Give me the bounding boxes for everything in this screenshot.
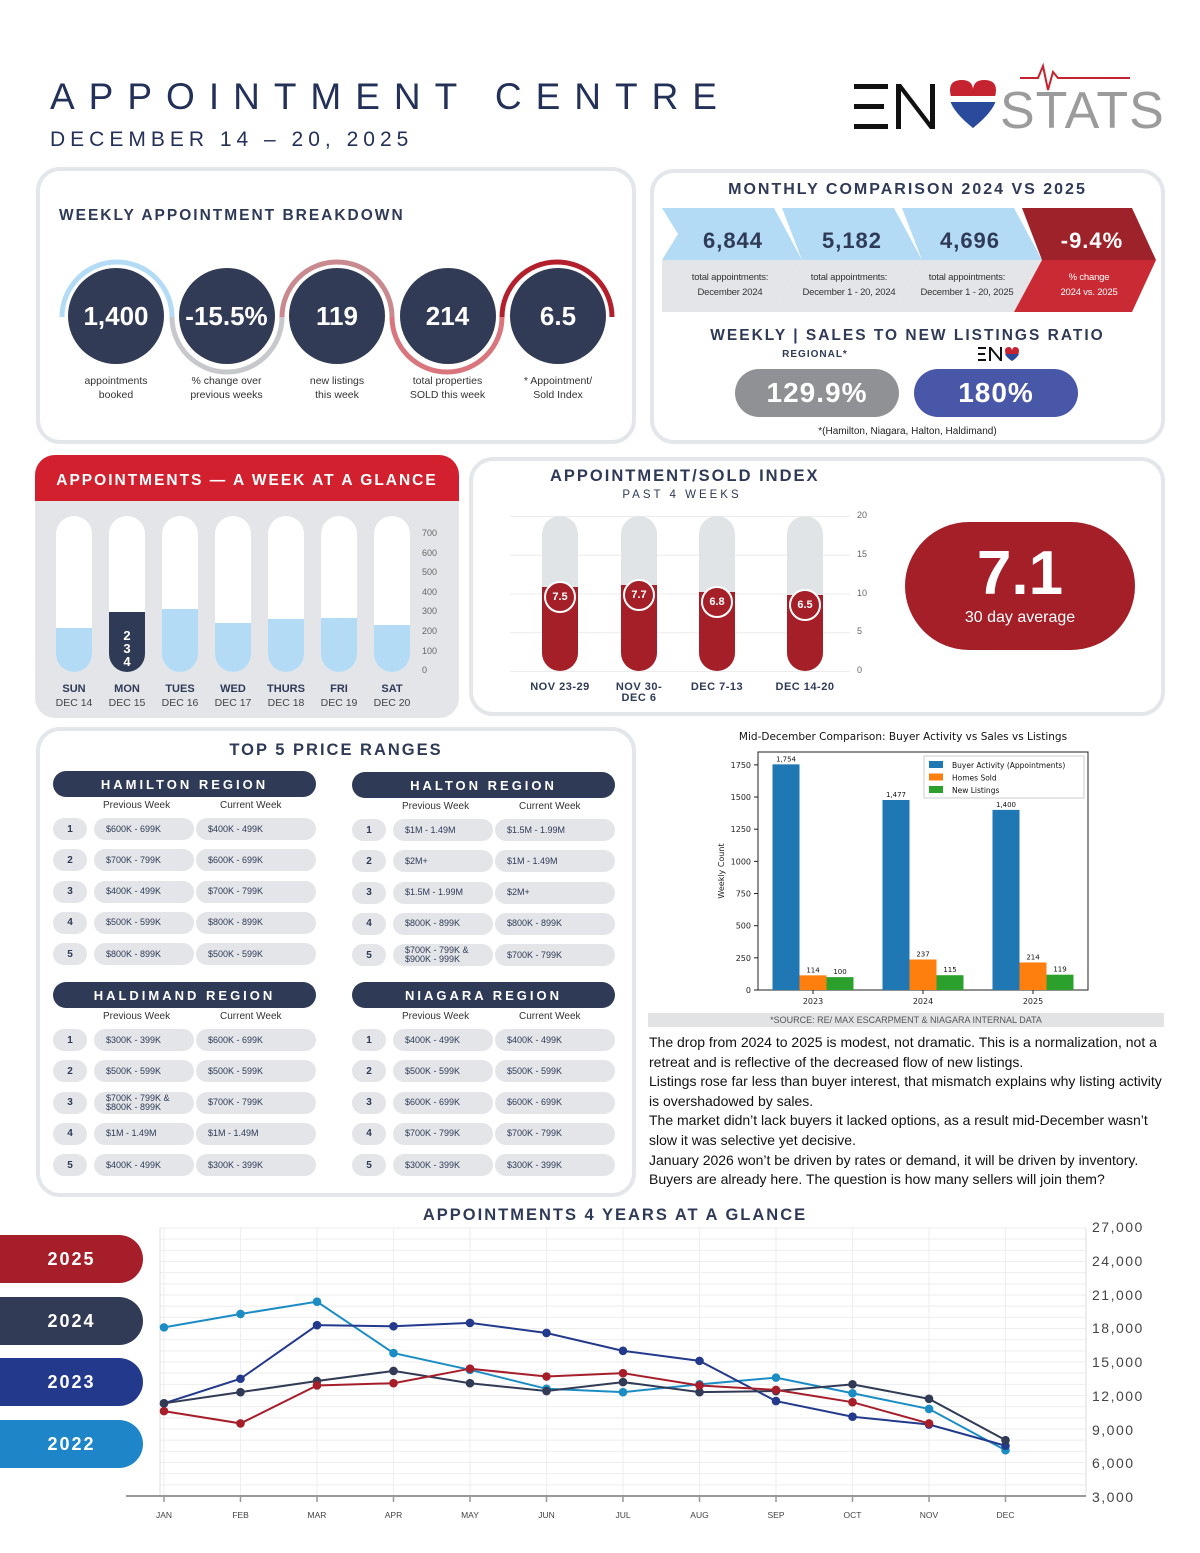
line-y-tick: 3,000 [1092, 1489, 1135, 1505]
bar-new-2025 [1047, 975, 1074, 990]
legend-swatch [929, 761, 943, 768]
current-week-range: $300K - 399K [196, 1154, 316, 1176]
line-series-2022 [164, 1302, 1006, 1451]
previous-week-range: $1.5M - 1.99M [393, 882, 493, 904]
current-week-range: $500K - 599K [196, 1060, 316, 1082]
commentary-paragraph: Listings rose far less than buyer interest, that mismatch explains why listing activity is overshadowed by sales. [649, 1073, 1162, 1109]
rank-badge: 5 [352, 1154, 386, 1176]
line-x-tick-label: OCT [843, 1510, 862, 1520]
line-y-tick: 9,000 [1092, 1421, 1135, 1438]
stat-circle: 1,400 [68, 268, 164, 364]
line-point-2022 [925, 1405, 934, 1414]
line-x-tick-label: JUN [538, 1510, 555, 1520]
region-header: HALTON REGION [352, 772, 615, 798]
previous-week-range: $800K - 899K [94, 943, 194, 965]
monthly-value: 4,696 [939, 228, 1001, 253]
mid-december-bar-chart [710, 728, 1100, 1030]
previous-week-range: $700K - 799K & $900K - 999K [393, 944, 493, 966]
rank-badge: 2 [352, 1060, 386, 1082]
bar-x-tick-label: 2024 [912, 997, 934, 1006]
monthly-label: total appointments: December 1 - 20, 2025 [920, 272, 1014, 298]
legend-swatch [929, 786, 943, 793]
region-header: NIAGARA REGION [352, 982, 615, 1008]
bar-y-tick-label: 1000 [730, 857, 751, 867]
year-pill-2025: 2025 [0, 1235, 143, 1283]
bar-legend [924, 756, 1084, 798]
highlight-digit: 2 [123, 628, 131, 643]
current-week-range: $1M - 1.49M [196, 1123, 316, 1145]
line-point-2024 [619, 1378, 628, 1387]
line-x-tick-label: MAY [461, 1510, 479, 1520]
day-bar [321, 516, 357, 672]
line-point-2024 [1001, 1436, 1010, 1445]
line-x-tick-label: JAN [155, 1510, 173, 1520]
bar-buyer-2024 [883, 800, 910, 990]
highlight-digit: 4 [123, 654, 131, 669]
current-week-range: $400K - 499K [495, 1029, 615, 1051]
week-y-tick: 400 [422, 586, 438, 597]
previous-week-header: Previous Week [402, 1011, 470, 1022]
line-y-tick: 12,000 [1092, 1387, 1144, 1404]
rank-badge: 4 [53, 912, 87, 934]
commentary-paragraph: January 2026 won’t be driven by rates or demand, it will be driven by inventory. Buyers are already here. The question is how many sellers will join them? [649, 1151, 1139, 1188]
year-pill-2022: 2022 [0, 1420, 143, 1468]
eng-ratio-pill: 180% [914, 369, 1078, 417]
date-range: DECEMBER 14 – 20, 2025 [50, 128, 414, 151]
rank-badge: 1 [352, 819, 386, 841]
line-point-2022 [619, 1388, 628, 1397]
line-point-2024 [236, 1388, 245, 1397]
line-x-tick-label: NOV [919, 1510, 939, 1520]
monthly-value: 5,182 [821, 228, 883, 253]
line-y-tick: 27,000 [1092, 1219, 1144, 1235]
bar-buyer-2023 [773, 764, 800, 990]
line-point-2025 [160, 1407, 169, 1416]
line-y-tick: 21,000 [1092, 1286, 1144, 1303]
commentary [649, 1033, 1164, 1190]
rank-badge: 2 [53, 849, 87, 871]
line-chart-title: APPOINTMENTS 4 YEARS AT A GLANCE [422, 1206, 808, 1224]
rank-badge: 1 [53, 1029, 87, 1051]
day-label: THURS [267, 683, 305, 695]
current-week-range: $700K - 799K [495, 1123, 615, 1145]
day-bar-fill [56, 628, 92, 672]
bar-y-tick-label: 0 [745, 986, 751, 995]
line-point-2024 [389, 1367, 398, 1376]
previous-week-range: $500K - 599K [94, 912, 194, 934]
line-point-2022 [389, 1349, 398, 1358]
weekly-breakdown-title: WEEKLY APPOINTMENT BREAKDOWN [59, 207, 405, 224]
day-label: WED [220, 683, 246, 695]
stat-circle: 214 [400, 268, 496, 364]
line-point-2022 [772, 1373, 781, 1382]
current-week-range: $600K - 699K [196, 1029, 316, 1051]
rank-badge: 2 [352, 850, 386, 872]
line-point-2023 [542, 1329, 551, 1338]
line-x-tick-label: JUL [615, 1510, 631, 1520]
previous-week-range: $1M - 1.49M [94, 1123, 194, 1145]
day-date: DEC 20 [373, 697, 411, 709]
bar-y-tick-label: 250 [735, 953, 751, 963]
line-point-2023 [466, 1319, 475, 1328]
previous-week-range: $300K - 399K [94, 1029, 194, 1051]
previous-week-range: $400K - 499K [94, 881, 194, 903]
index-value: 6.5 [789, 589, 821, 621]
region-header: HAMILTON REGION [53, 771, 316, 797]
day-bar-fill [215, 623, 251, 672]
bar-y-tick-label: 500 [735, 921, 751, 931]
bar-data-label: 114 [806, 966, 820, 975]
line-point-2024 [542, 1387, 551, 1396]
previous-week-header: Previous Week [103, 1011, 171, 1022]
rank-badge: 5 [53, 1154, 87, 1176]
week-y-tick: 200 [422, 626, 438, 636]
line-point-2022 [313, 1297, 322, 1306]
previous-week-range: $500K - 599K [94, 1060, 194, 1082]
week-y-tick: 300 [422, 606, 438, 617]
index-value: 6.8 [701, 586, 733, 618]
current-week-range: $1M - 1.49M [495, 850, 615, 872]
line-y-tick: 6,000 [1092, 1455, 1135, 1472]
monthly-value: -9.4% [1060, 228, 1124, 253]
price-ranges-title: TOP 5 PRICE RANGES [229, 741, 443, 759]
current-week-range: $500K - 599K [196, 943, 316, 965]
line-point-2024 [848, 1380, 857, 1389]
week-y-tick: 500 [422, 567, 438, 578]
current-week-range: $700K - 799K [196, 1092, 316, 1114]
index-y-tick: 0 [857, 665, 863, 675]
day-bar [109, 516, 145, 672]
day-bar [215, 516, 251, 672]
stat-circle: 6.5 [510, 268, 606, 364]
bar-y-tick-label: 1750 [730, 760, 751, 770]
week-y-tick: 600 [422, 547, 438, 558]
rank-badge: 3 [352, 882, 386, 904]
rank-badge: 2 [53, 1060, 87, 1082]
page-title: APPOINTMENT CENTRE [50, 76, 731, 117]
previous-week-range: $700K - 799K [94, 849, 194, 871]
week-glance-title: APPOINTMENTS — A WEEK AT A GLANCE [56, 472, 438, 489]
line-point-2023 [236, 1374, 245, 1383]
day-date: DEC 18 [267, 697, 305, 709]
line-point-2022 [236, 1310, 245, 1319]
line-y-tick: 15,000 [1092, 1354, 1144, 1370]
day-date: DEC 16 [161, 697, 199, 709]
stat-circle: 119 [289, 268, 385, 364]
stat-circle: -15.5% [179, 268, 275, 364]
line-point-2023 [695, 1357, 704, 1366]
bar-homes-2023 [800, 975, 827, 990]
line-point-2023 [313, 1321, 322, 1330]
rank-badge: 1 [53, 818, 87, 840]
index-value: 7.7 [623, 579, 655, 611]
day-bar-fill [374, 625, 410, 672]
line-point-2022 [848, 1389, 857, 1398]
bar-homes-2025 [1020, 962, 1047, 990]
rank-badge: 4 [352, 1123, 386, 1145]
day-label: SAT [381, 683, 403, 695]
highlight-value [109, 629, 145, 668]
line-point-2024 [160, 1399, 169, 1408]
line-x-tick-label: DEC [996, 1510, 1015, 1520]
sold-index-subtitle: PAST 4 WEEKS [622, 489, 742, 501]
previous-week-range: $400K - 499K [94, 1154, 194, 1176]
bar-y-tick-label: 1250 [730, 825, 751, 835]
eng-mini-logo [978, 346, 1020, 362]
day-date: DEC 19 [320, 697, 358, 709]
current-week-range: $300K - 399K [495, 1154, 615, 1176]
line-point-2025 [619, 1369, 628, 1378]
line-x-tick-label: AUG [690, 1510, 709, 1520]
bar-y-axis-label: Weekly Count [717, 843, 726, 899]
legend-entry: New Listings [952, 786, 1000, 795]
current-week-header: Current Week [220, 800, 282, 811]
bar-data-label: 237 [916, 950, 930, 959]
year-pill-2024: 2024 [0, 1297, 143, 1345]
line-point-2025 [542, 1372, 551, 1381]
week-y-tick: 700 [422, 528, 438, 538]
line-point-2025 [848, 1398, 857, 1407]
line-point-2023 [848, 1412, 857, 1421]
rank-badge: 5 [352, 944, 386, 966]
line-point-2023 [389, 1322, 398, 1331]
ratio-title: WEEKLY | SALES TO NEW LISTINGS RATIO [710, 327, 1105, 344]
line-point-2023 [619, 1347, 628, 1356]
day-bar [56, 516, 92, 672]
ratio-footnote: *(Hamilton, Niagara, Halton, Haldimand) [818, 426, 997, 437]
rank-badge: 3 [53, 881, 87, 903]
line-point-2025 [466, 1364, 475, 1373]
bar-x-tick-label: 2023 [802, 997, 824, 1006]
current-week-range: $600K - 699K [495, 1092, 615, 1114]
previous-week-range: $400K - 499K [393, 1029, 493, 1051]
legend-swatch [929, 774, 943, 781]
previous-week-header: Previous Week [103, 800, 171, 811]
monthly-label: % change 2024 vs. 2025 [1060, 272, 1118, 298]
current-week-range: $700K - 799K [495, 944, 615, 966]
index-week-label: NOV 23-29 [530, 681, 590, 693]
monthly-comparison-title: MONTHLY COMPARISON 2024 VS 2025 [728, 181, 1087, 198]
day-bar [374, 516, 410, 672]
day-bar [268, 516, 304, 672]
previous-week-range: $500K - 599K [393, 1060, 493, 1082]
rank-badge: 4 [352, 913, 386, 935]
stat-label: new listings this week [309, 375, 365, 401]
day-label: MON [114, 683, 140, 695]
bar-data-label: 115 [943, 966, 957, 975]
line-x-tick-label: FEB [232, 1510, 249, 1520]
svg-text:STATS: STATS [1000, 82, 1165, 140]
current-week-header: Current Week [519, 801, 581, 812]
index-week-label: NOV 30- DEC 6 [615, 681, 663, 704]
previous-week-range: $600K - 699K [393, 1092, 493, 1114]
rank-badge: 3 [352, 1092, 386, 1114]
monthly-value: 6,844 [702, 228, 764, 253]
previous-week-range: $2M+ [393, 850, 493, 872]
current-week-header: Current Week [519, 1011, 581, 1022]
line-point-2025 [313, 1381, 322, 1390]
bar-data-label: 100 [833, 968, 847, 977]
year-pill-2023: 2023 [0, 1358, 143, 1406]
day-date: DEC 14 [55, 697, 93, 709]
index-y-tick: 10 [857, 587, 868, 598]
line-x-tick-label: APR [384, 1510, 403, 1520]
previous-week-range: $600K - 699K [94, 818, 194, 840]
monthly-label: total appointments: December 2024 [691, 272, 769, 298]
current-week-header: Current Week [220, 1011, 282, 1022]
average-value: 7.1 [976, 539, 1064, 608]
previous-week-header: Previous Week [402, 801, 470, 812]
current-week-range: $700K - 799K [196, 881, 316, 903]
highlight-digit: 3 [123, 641, 131, 656]
index-y-tick: 15 [857, 548, 868, 559]
source-note: *SOURCE: RE/ MAX ESCARPMENT & NIAGARA INTERNAL DATA [648, 1013, 1164, 1027]
regional-label: REGIONAL* [782, 349, 848, 360]
bar-x-tick-label: 2025 [1022, 997, 1044, 1006]
rank-badge: 5 [53, 943, 87, 965]
week-y-tick: 0 [422, 665, 428, 676]
four-year-line-chart [126, 1226, 1090, 1526]
commentary-paragraph: The market didn’t lack buyers it lacked options, as a result mid-December wasn’t slow it was selective yet decisive. [649, 1112, 1148, 1148]
index-value: 7.5 [544, 581, 576, 613]
bar-new-2024 [937, 975, 964, 990]
current-week-range: $2M+ [495, 882, 615, 904]
rank-badge: 4 [53, 1123, 87, 1145]
bar-data-label: 1,477 [885, 790, 907, 799]
current-week-range: $500K - 599K [495, 1060, 615, 1082]
bar-homes-2024 [910, 960, 937, 990]
index-y-tick: 5 [857, 626, 863, 637]
day-label: TUES [165, 683, 195, 695]
day-bar-fill [268, 619, 304, 672]
bar-data-label: 119 [1053, 965, 1067, 974]
current-week-range: $800K - 899K [196, 912, 316, 934]
stat-label: appointments booked [84, 375, 148, 401]
line-point-2024 [466, 1379, 475, 1388]
stat-label: % change over previous weeks [190, 375, 263, 401]
bar-chart-title: Mid-December Comparison: Buyer Activity vs Sales vs Listings [738, 731, 1068, 743]
bar-y-tick-label: 1500 [730, 793, 751, 803]
index-week-label: DEC 7-13 [690, 681, 744, 693]
current-week-range: $1.5M - 1.99M [495, 819, 615, 841]
line-point-2025 [925, 1419, 934, 1428]
average-label: 30 day average [964, 609, 1076, 626]
line-point-2022 [160, 1323, 169, 1332]
day-bar-fill [162, 609, 198, 672]
line-y-tick: 24,000 [1092, 1252, 1144, 1269]
index-week-label: DEC 14-20 [775, 681, 835, 693]
stat-label: * Appointment/ Sold Index [523, 375, 593, 401]
day-bar [162, 516, 198, 672]
bar-new-2023 [827, 977, 854, 990]
stat-label: total properties SOLD this week [409, 375, 486, 401]
bar-buyer-2025 [993, 810, 1020, 990]
current-week-range: $400K - 499K [196, 818, 316, 840]
day-date: DEC 15 [108, 697, 146, 709]
commentary-paragraph: The drop from 2024 to 2025 is modest, not dramatic. This is a normalization, not a retreat and is reflective of the decreased flow of new listings. [649, 1034, 1157, 1070]
line-y-tick: 18,000 [1092, 1320, 1144, 1337]
rank-badge: 3 [53, 1092, 87, 1114]
bar-y-tick-label: 750 [735, 889, 751, 899]
legend-entry: Homes Sold [952, 773, 997, 783]
previous-week-range: $700K - 799K [393, 1123, 493, 1145]
line-series-2024 [164, 1371, 1006, 1440]
day-label: SUN [62, 683, 86, 695]
current-week-range: $800K - 899K [495, 913, 615, 935]
line-point-2024 [925, 1395, 934, 1404]
line-x-tick-label: MAR [307, 1510, 327, 1520]
week-y-tick: 100 [422, 645, 438, 656]
day-date: DEC 17 [214, 697, 252, 709]
monthly-label: total appointments: December 1 - 20, 2024 [802, 272, 896, 298]
line-point-2025 [389, 1379, 398, 1388]
sold-index-title: APPOINTMENT/SOLD INDEX [550, 467, 820, 485]
line-point-2025 [236, 1419, 245, 1428]
current-week-range: $600K - 699K [196, 849, 316, 871]
eng-stats-logo [850, 62, 1165, 140]
rank-badge: 1 [352, 1029, 386, 1051]
bar-data-label: 1,400 [995, 800, 1017, 809]
legend-entry: Buyer Activity (Appointments) [952, 761, 1066, 770]
line-point-2025 [772, 1386, 781, 1395]
line-x-tick-label: SEP [767, 1510, 785, 1520]
previous-week-range: $300K - 399K [393, 1154, 493, 1176]
line-point-2025 [695, 1381, 704, 1390]
regional-ratio-pill: 129.9% [735, 369, 899, 417]
previous-week-range: $1M - 1.49M [393, 819, 493, 841]
previous-week-range: $700K - 799K & $800K - 899K [94, 1092, 194, 1114]
day-bar-fill [321, 618, 357, 672]
bar-data-label: 1,754 [775, 755, 797, 764]
previous-week-range: $800K - 899K [393, 913, 493, 935]
index-y-tick: 20 [857, 510, 868, 520]
line-point-2023 [772, 1397, 781, 1406]
region-header: HALDIMAND REGION [53, 982, 316, 1008]
bar-data-label: 214 [1026, 953, 1040, 962]
day-label: FRI [330, 683, 348, 695]
